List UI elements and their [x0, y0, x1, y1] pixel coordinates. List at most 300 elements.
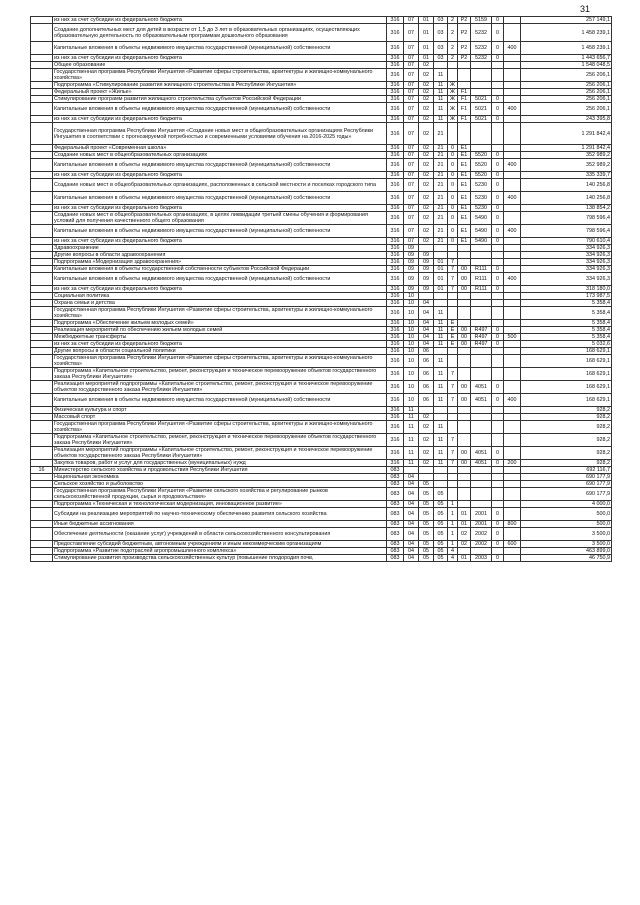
row-number-cell — [31, 159, 53, 172]
amount-cell: 692 116,7 — [521, 467, 612, 474]
code-direction-cell — [458, 69, 471, 82]
code-subprogram-cell — [448, 293, 458, 300]
code-ext-cell: 0 — [492, 341, 504, 348]
row-number-cell — [31, 334, 53, 341]
table-row — [31, 96, 612, 103]
code-direction-cell — [458, 488, 471, 501]
table-row — [31, 334, 612, 341]
code-section-cell: 04 — [404, 548, 419, 555]
table-row — [31, 116, 612, 123]
code-target-cell — [471, 548, 492, 555]
amount-cell: 5 358,4 — [521, 300, 612, 307]
code-direction-cell: P2 — [458, 42, 471, 55]
code-direction-cell: 00 — [458, 341, 471, 348]
code-subsection-cell — [419, 474, 434, 481]
table-row — [31, 42, 612, 55]
code-ministry-cell: 316 — [387, 381, 404, 394]
code-program-cell: 11 — [434, 334, 448, 341]
code-program-cell: 21 — [434, 205, 448, 212]
row-number-cell — [31, 24, 53, 42]
code-subsection-cell: 05 — [419, 521, 434, 528]
code-target-cell — [471, 252, 492, 259]
amount-cell: 928,2 — [521, 414, 612, 421]
table-row — [31, 407, 612, 414]
code-subsection-cell: 05 — [419, 501, 434, 508]
row-name-cell: Капитальные вложения в объекты недвижимого имущества государственной (муниципальной) собственности — [53, 225, 387, 238]
code-program-cell: 05 — [434, 541, 448, 548]
row-name-cell: Капитальные вложения в объекты недвижимого имущества государственной (муниципальной) собственности — [53, 394, 387, 407]
code-subprogram-cell: 0 — [448, 179, 458, 192]
code-program-cell: 05 — [434, 555, 448, 562]
table-row — [31, 307, 612, 320]
row-number-cell — [31, 300, 53, 307]
code-direction-cell: 00 — [458, 334, 471, 341]
code-expense-type-cell — [504, 434, 521, 447]
code-target-cell — [471, 434, 492, 447]
code-target-cell: 4051 — [471, 381, 492, 394]
code-target-cell: 5021 — [471, 116, 492, 123]
amount-cell: 256 206,1 — [521, 103, 612, 116]
code-section-cell: 07 — [404, 89, 419, 96]
table-row — [31, 123, 612, 145]
code-subprogram-cell — [448, 355, 458, 368]
row-name-cell: из них за счет субсидии из федерального бюджета — [53, 238, 387, 245]
code-subprogram-cell — [448, 407, 458, 414]
table-row — [31, 368, 612, 381]
code-section-cell: 07 — [404, 55, 419, 62]
row-name-cell: Подпрограмма «Развитие подотраслей агропромышленного комплекса» — [53, 548, 387, 555]
code-target-cell — [471, 300, 492, 307]
code-subsection-cell: 02 — [419, 123, 434, 145]
code-expense-type-cell — [504, 414, 521, 421]
row-number-cell — [31, 245, 53, 252]
code-expense-type-cell — [504, 307, 521, 320]
code-section-cell: 04 — [404, 488, 419, 501]
code-ext-cell — [492, 414, 504, 421]
row-number-cell — [31, 447, 53, 460]
code-target-cell — [471, 320, 492, 327]
row-name-cell: Капитальные вложения в объекты недвижимого имущества государственной (муниципальной) собственности — [53, 42, 387, 55]
code-subsection-cell: 02 — [419, 96, 434, 103]
code-expense-type-cell: 400 — [504, 273, 521, 286]
row-number-cell — [31, 62, 53, 69]
code-ministry-cell: 316 — [387, 123, 404, 145]
code-ministry-cell: 316 — [387, 266, 404, 273]
code-subprogram-cell: Е — [448, 341, 458, 348]
table-row — [31, 548, 612, 555]
code-expense-type-cell: 200 — [504, 460, 521, 467]
code-direction-cell: E1 — [458, 179, 471, 192]
code-subprogram-cell: Ж — [448, 96, 458, 103]
code-ministry-cell: 316 — [387, 159, 404, 172]
code-target-cell: R111 — [471, 266, 492, 273]
code-target-cell — [471, 474, 492, 481]
code-ext-cell — [492, 434, 504, 447]
code-ministry-cell: 083 — [387, 555, 404, 562]
code-ext-cell: 0 — [492, 24, 504, 42]
row-name-cell: Подпрограмма «Техническая и технологическая модернизация, инновационное развитие» — [53, 501, 387, 508]
code-section-cell: 10 — [404, 334, 419, 341]
code-ext-cell: 0 — [492, 152, 504, 159]
code-target-cell — [471, 368, 492, 381]
code-program-cell: 03 — [434, 55, 448, 62]
code-ministry-cell: 083 — [387, 508, 404, 521]
row-name-cell: Федеральный проект «Современная школа» — [53, 145, 387, 152]
code-direction-cell: 01 — [458, 555, 471, 562]
row-number-cell — [31, 327, 53, 334]
row-name-cell: из них за счет субсидии из федерального бюджета — [53, 286, 387, 293]
code-section-cell: 07 — [404, 205, 419, 212]
code-expense-type-cell — [504, 528, 521, 541]
table-row — [31, 300, 612, 307]
code-subsection-cell: 01 — [419, 55, 434, 62]
code-expense-type-cell — [504, 116, 521, 123]
row-name-cell: Подпрограмма «Обеспечение жильем молодых семей» — [53, 320, 387, 327]
code-ministry-cell: 316 — [387, 414, 404, 421]
table-row — [31, 259, 612, 266]
code-direction-cell: E1 — [458, 205, 471, 212]
row-name-cell: Сельское хозяйство и рыболовство — [53, 481, 387, 488]
code-ministry-cell: 316 — [387, 245, 404, 252]
code-subsection-cell: 05 — [419, 528, 434, 541]
code-ext-cell — [492, 368, 504, 381]
code-section-cell: 04 — [404, 481, 419, 488]
row-name-cell: Создание новых мест в общеобразовательных организациях, в целях ликвидации третьей смены обучения и формирования условий для получения качественного общего образования — [53, 212, 387, 225]
code-subsection-cell — [419, 407, 434, 414]
code-program-cell: 21 — [434, 152, 448, 159]
table-row — [31, 192, 612, 205]
code-target-cell — [471, 69, 492, 82]
code-ext-cell: 0 — [492, 286, 504, 293]
code-target-cell: 2001 — [471, 521, 492, 528]
row-number-cell — [31, 69, 53, 82]
code-ministry-cell: 083 — [387, 501, 404, 508]
code-section-cell: 09 — [404, 259, 419, 266]
code-program-cell: 21 — [434, 172, 448, 179]
code-direction-cell: F1 — [458, 116, 471, 123]
code-target-cell: 4051 — [471, 460, 492, 467]
code-ministry-cell: 316 — [387, 355, 404, 368]
code-subprogram-cell: 7 — [448, 368, 458, 381]
code-expense-type-cell — [504, 259, 521, 266]
code-subsection-cell: 02 — [419, 89, 434, 96]
code-ministry-cell: 316 — [387, 69, 404, 82]
row-number-cell — [31, 225, 53, 238]
code-direction-cell: 00 — [458, 460, 471, 467]
code-section-cell: 07 — [404, 17, 419, 24]
code-subprogram-cell: 0 — [448, 238, 458, 245]
code-program-cell: 11 — [434, 368, 448, 381]
row-number-cell — [31, 381, 53, 394]
table-row — [31, 434, 612, 447]
code-program-cell: 11 — [434, 394, 448, 407]
code-ext-cell: 0 — [492, 508, 504, 521]
row-name-cell: Предоставление субсидий бюджетным, автономным учреждениям и иным некоммерческим организациям — [53, 541, 387, 548]
code-direction-cell — [458, 474, 471, 481]
amount-cell: 500,0 — [521, 521, 612, 528]
row-name-cell: Капитальные вложения в объекты недвижимого имущества государственной (муниципальной) собственности — [53, 103, 387, 116]
table-row — [31, 152, 612, 159]
amount-cell: 928,2 — [521, 421, 612, 434]
row-name-cell: из них за счет субсидии из федерального бюджета — [53, 172, 387, 179]
code-subsection-cell: 04 — [419, 341, 434, 348]
code-subsection-cell: 02 — [419, 116, 434, 123]
code-program-cell: 03 — [434, 24, 448, 42]
code-program-cell: 11 — [434, 381, 448, 394]
code-direction-cell — [458, 348, 471, 355]
code-section-cell: 10 — [404, 341, 419, 348]
code-subprogram-cell: 7 — [448, 394, 458, 407]
amount-cell: 798 596,4 — [521, 212, 612, 225]
code-section-cell: 07 — [404, 145, 419, 152]
code-subprogram-cell: Ж — [448, 116, 458, 123]
code-direction-cell: 00 — [458, 394, 471, 407]
code-subprogram-cell — [448, 421, 458, 434]
code-expense-type-cell — [504, 467, 521, 474]
code-target-cell: 5230 — [471, 179, 492, 192]
code-direction-cell: 00 — [458, 273, 471, 286]
code-section-cell: 11 — [404, 407, 419, 414]
amount-cell: 690 177,9 — [521, 474, 612, 481]
code-section-cell: 09 — [404, 252, 419, 259]
code-subsection-cell — [419, 245, 434, 252]
table-row — [31, 327, 612, 334]
code-section-cell: 09 — [404, 245, 419, 252]
amount-cell: 46 750,9 — [521, 555, 612, 562]
code-ext-cell: 0 — [492, 394, 504, 407]
code-subprogram-cell: 4 — [448, 555, 458, 562]
table-row — [31, 528, 612, 541]
code-section-cell: 04 — [404, 474, 419, 481]
table-row — [31, 481, 612, 488]
amount-cell: 334 926,3 — [521, 252, 612, 259]
row-number-cell: 16 — [31, 467, 53, 474]
code-program-cell — [434, 62, 448, 69]
code-target-cell: 2002 — [471, 541, 492, 548]
row-name-cell: Создание новых мест в общеобразовательных организациях — [53, 152, 387, 159]
code-subsection-cell: 05 — [419, 548, 434, 555]
code-ext-cell — [492, 548, 504, 555]
code-section-cell: 04 — [404, 501, 419, 508]
amount-cell: 5 358,4 — [521, 320, 612, 327]
code-program-cell: 05 — [434, 521, 448, 528]
code-subprogram-cell — [448, 474, 458, 481]
code-target-cell — [471, 421, 492, 434]
code-section-cell: 09 — [404, 286, 419, 293]
row-name-cell: Капитальные вложения в объекты государственной собственности субъектов Российской Федерации — [53, 266, 387, 273]
code-direction-cell: P2 — [458, 55, 471, 62]
code-section-cell: 07 — [404, 238, 419, 245]
table-row — [31, 89, 612, 96]
row-name-cell: Государственная программа Республики Ингушетия «Развитие сферы строительства, архитектуры и жилищно-коммунального хозяйства» — [53, 307, 387, 320]
code-subprogram-cell — [448, 488, 458, 501]
code-target-cell — [471, 481, 492, 488]
code-subsection-cell: 01 — [419, 17, 434, 24]
row-number-cell — [31, 179, 53, 192]
row-number-cell — [31, 42, 53, 55]
code-target-cell: 5230 — [471, 192, 492, 205]
code-expense-type-cell — [504, 501, 521, 508]
code-section-cell: 10 — [404, 320, 419, 327]
code-target-cell: 5490 — [471, 238, 492, 245]
row-number-cell — [31, 414, 53, 421]
code-ministry-cell: 083 — [387, 467, 404, 474]
amount-cell: 1 291 842,4 — [521, 145, 612, 152]
code-subprogram-cell: 1 — [448, 501, 458, 508]
code-subprogram-cell: 2 — [448, 55, 458, 62]
code-expense-type-cell — [504, 447, 521, 460]
row-name-cell: Стимулирование развития производства сельскохозяйственных культур (повышение плодородия почв, — [53, 555, 387, 562]
code-ministry-cell: 316 — [387, 192, 404, 205]
code-subsection-cell: 02 — [419, 69, 434, 82]
table-row — [31, 541, 612, 548]
code-direction-cell — [458, 368, 471, 381]
code-ministry-cell: 316 — [387, 293, 404, 300]
code-subsection-cell: 02 — [419, 460, 434, 467]
code-expense-type-cell — [504, 508, 521, 521]
code-target-cell: 5230 — [471, 205, 492, 212]
table-row — [31, 82, 612, 89]
row-number-cell — [31, 212, 53, 225]
amount-cell: 256 206,1 — [521, 69, 612, 82]
code-subprogram-cell: 0 — [448, 159, 458, 172]
code-direction-cell — [458, 123, 471, 145]
table-row — [31, 273, 612, 286]
code-ministry-cell: 083 — [387, 474, 404, 481]
table-row — [31, 381, 612, 394]
code-ministry-cell: 316 — [387, 82, 404, 89]
code-ministry-cell: 316 — [387, 327, 404, 334]
code-expense-type-cell — [504, 82, 521, 89]
amount-cell: 1 443 656,7 — [521, 55, 612, 62]
row-name-cell: Реализация мероприятий по обеспечению жильем молодых семей — [53, 327, 387, 334]
code-subsection-cell: 02 — [419, 179, 434, 192]
code-subprogram-cell: 0 — [448, 172, 458, 179]
code-subsection-cell: 05 — [419, 481, 434, 488]
code-expense-type-cell — [504, 286, 521, 293]
code-section-cell — [404, 467, 419, 474]
code-ext-cell: 0 — [492, 205, 504, 212]
code-subprogram-cell — [448, 245, 458, 252]
code-target-cell: R111 — [471, 286, 492, 293]
budget-table — [30, 16, 612, 562]
row-number-cell — [31, 555, 53, 562]
table-row — [31, 24, 612, 42]
code-expense-type-cell — [504, 481, 521, 488]
code-direction-cell — [458, 252, 471, 259]
code-section-cell: 07 — [404, 172, 419, 179]
code-program-cell: 11 — [434, 460, 448, 467]
code-ministry-cell: 316 — [387, 300, 404, 307]
code-program-cell: 01 — [434, 286, 448, 293]
code-ext-cell: 0 — [492, 17, 504, 24]
table-row — [31, 179, 612, 192]
code-program-cell: 05 — [434, 548, 448, 555]
row-number-cell — [31, 548, 53, 555]
code-section-cell: 07 — [404, 42, 419, 55]
amount-cell: 352 989,2 — [521, 159, 612, 172]
row-name-cell: Закупка товаров, работ и услуг для государственных (муниципальных) нужд — [53, 460, 387, 467]
code-ministry-cell: 316 — [387, 172, 404, 179]
code-expense-type-cell — [504, 245, 521, 252]
code-ext-cell — [492, 355, 504, 368]
code-target-cell — [471, 259, 492, 266]
code-expense-type-cell: 600 — [504, 541, 521, 548]
code-section-cell: 07 — [404, 103, 419, 116]
row-number-cell — [31, 192, 53, 205]
code-expense-type-cell — [504, 300, 521, 307]
code-subprogram-cell — [448, 481, 458, 488]
code-section-cell: 07 — [404, 69, 419, 82]
code-ministry-cell: 316 — [387, 225, 404, 238]
code-direction-cell: 00 — [458, 286, 471, 293]
row-number-cell — [31, 394, 53, 407]
code-ext-cell — [492, 300, 504, 307]
code-expense-type-cell: 400 — [504, 159, 521, 172]
table-row — [31, 286, 612, 293]
amount-cell: 318 180,0 — [521, 286, 612, 293]
code-ext-cell: 0 — [492, 460, 504, 467]
row-name-cell: из них за счет субсидии из федерального бюджета — [53, 341, 387, 348]
code-program-cell — [434, 252, 448, 259]
code-expense-type-cell — [504, 421, 521, 434]
code-ext-cell — [492, 474, 504, 481]
code-subprogram-cell: Е — [448, 320, 458, 327]
amount-cell: 928,2 — [521, 407, 612, 414]
code-subsection-cell: 02 — [419, 152, 434, 159]
code-direction-cell: 01 — [458, 508, 471, 521]
row-number-cell — [31, 481, 53, 488]
code-subprogram-cell: 1 — [448, 521, 458, 528]
code-ministry-cell: 316 — [387, 460, 404, 467]
code-section-cell: 04 — [404, 508, 419, 521]
code-subprogram-cell: Е — [448, 327, 458, 334]
code-direction-cell: 00 — [458, 381, 471, 394]
code-section-cell: 07 — [404, 24, 419, 42]
code-ext-cell — [492, 245, 504, 252]
row-name-cell: Государственная программа Республики Ингушетия «Развитие сферы строительства, архитектуры и жилищно-коммунального хозяйства» — [53, 355, 387, 368]
table-row — [31, 238, 612, 245]
code-ministry-cell: 316 — [387, 407, 404, 414]
code-ext-cell — [492, 293, 504, 300]
code-subprogram-cell: 0 — [448, 205, 458, 212]
code-target-cell: 5520 — [471, 159, 492, 172]
code-target-cell — [471, 245, 492, 252]
code-section-cell: 04 — [404, 528, 419, 541]
code-ext-cell: 0 — [492, 447, 504, 460]
code-ext-cell — [492, 481, 504, 488]
code-expense-type-cell: 800 — [504, 521, 521, 528]
code-expense-type-cell — [504, 368, 521, 381]
code-subprogram-cell — [448, 414, 458, 421]
amount-cell: 1 548 048,5 — [521, 62, 612, 69]
row-name-cell: Обеспечение деятельности (оказание услуг) учреждений в области сельскохозяйственного консультирования — [53, 528, 387, 541]
code-expense-type-cell — [504, 96, 521, 103]
code-subsection-cell — [419, 293, 434, 300]
code-expense-type-cell — [504, 238, 521, 245]
code-subprogram-cell: 2 — [448, 17, 458, 24]
code-subsection-cell: 04 — [419, 300, 434, 307]
code-subsection-cell: 06 — [419, 394, 434, 407]
code-ext-cell — [492, 467, 504, 474]
amount-cell: 168 629,1 — [521, 355, 612, 368]
code-section-cell: 11 — [404, 414, 419, 421]
amount-cell: 168 629,1 — [521, 368, 612, 381]
code-ext-cell — [492, 145, 504, 152]
code-direction-cell — [458, 259, 471, 266]
code-direction-cell: E1 — [458, 172, 471, 179]
code-ministry-cell: 316 — [387, 259, 404, 266]
